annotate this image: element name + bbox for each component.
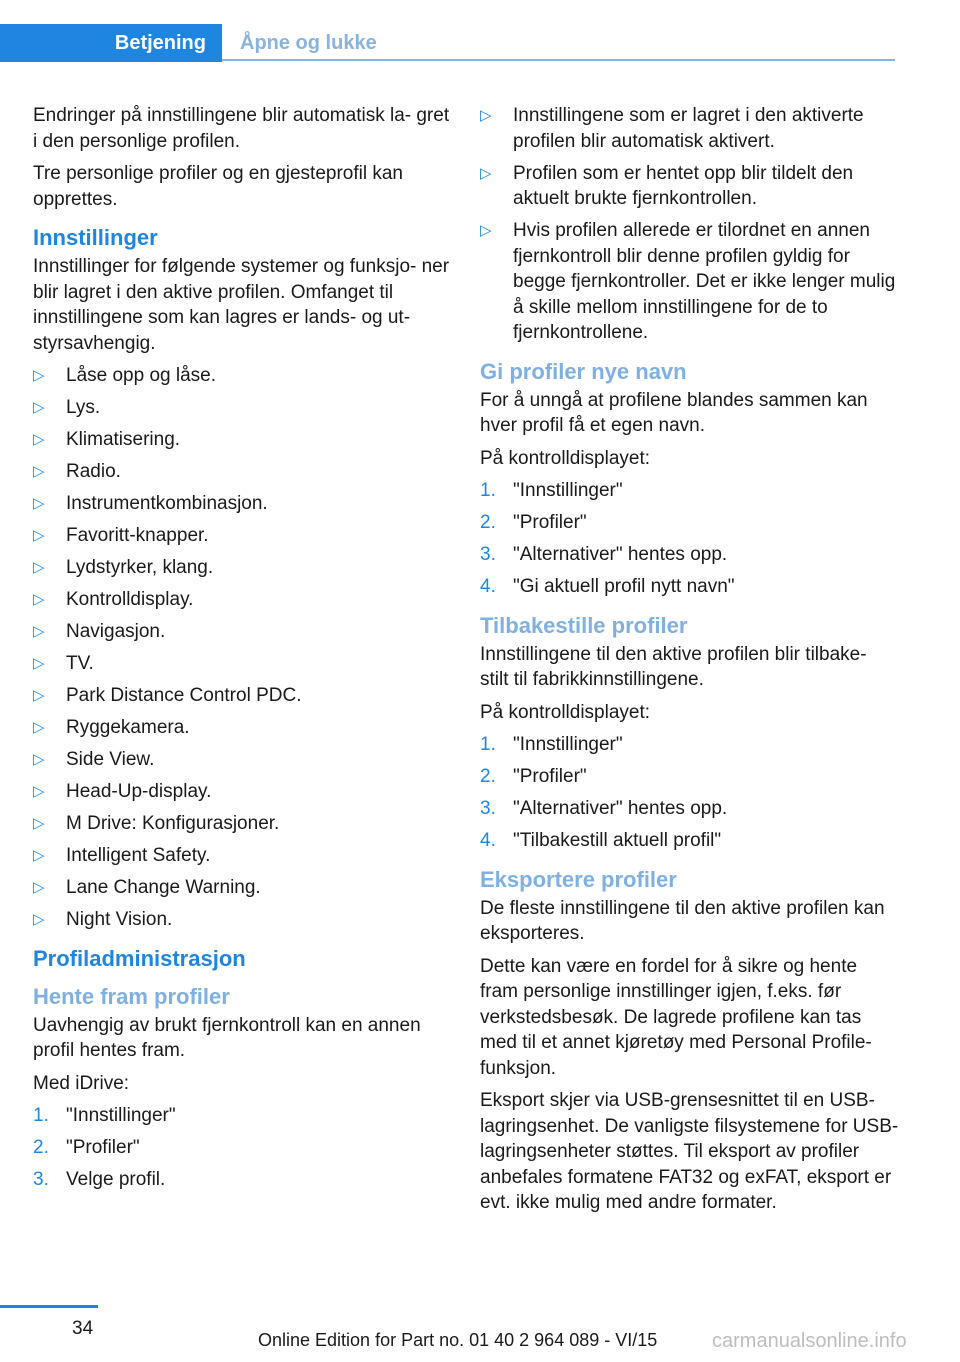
triangle-bullet-icon: ▷ — [480, 107, 492, 124]
intro-paragraph: Tre personlige profiler og en gjesteprofil kan opprettes. — [33, 163, 403, 210]
settings-paragraph: Innstillinger for følgende systemer og funksjo‐ ner blir lagret i den aktive profilen. Omfanget til innstillingene som kan lagres er lands- og ut‐ styrsavhengig. — [33, 256, 450, 354]
step-number: 3. — [480, 798, 496, 819]
triangle-bullet-icon: ▷ — [480, 164, 492, 182]
export-heading: Eksportere profiler — [480, 866, 677, 892]
list-item — [480, 542, 900, 568]
step-number: 4. — [480, 576, 496, 597]
step-number: 3. — [33, 1169, 49, 1190]
list-item — [480, 161, 900, 212]
triangle-bullet-icon: ▷ — [480, 222, 492, 239]
export-paragraph: Eksport skjer via USB-grensesnittet til en USB-lagringsenhet. De vanligste filsystemene for USB-lagringsenheter støttes. Til eksport av profiler anbefales formatene FAT32 og exFAT, eksport er evt. ikke mulig med andre formater. — [480, 1090, 899, 1213]
fetch-heading: Hente fram profiler — [33, 983, 230, 1009]
settings-heading: Innstillinger — [33, 225, 158, 250]
list-item-text: Klimatisering. — [66, 429, 181, 450]
reset-on-label: På kontrolldisplayet: — [480, 701, 651, 723]
fetch-with-label: Med iDrive: — [33, 1072, 130, 1094]
triangle-bullet-icon: ▷ — [33, 719, 45, 736]
list-item — [33, 619, 453, 645]
list-item — [33, 363, 453, 389]
triangle-bullet-icon: ▷ — [33, 847, 45, 864]
list-item-text: Radio. — [66, 461, 121, 482]
step-number: 1. — [480, 734, 496, 755]
page-header — [0, 24, 895, 62]
list-item-text: M Drive: Konfigurasjoner. — [66, 813, 280, 834]
edition-text: Online Edition for Part no. 01 40 2 964 089 - VI/15 — [258, 1330, 658, 1350]
list-item — [33, 555, 453, 581]
list-item-text: "Tilbakestill aktuell profil" — [513, 830, 722, 851]
triangle-bullet-icon: ▷ — [33, 911, 45, 928]
list-item-text: Hvis profilen allerede er tilordnet en annen fjernkontroll blir denne profilen gyldig for begge fjernkontroller. Det er ikke lenger mulig å skille mellom innstillingene for de to fjernkontrollene. — [513, 220, 896, 343]
list-item-text: "Profiler" — [66, 1137, 140, 1158]
list-item-text: Kontrolldisplay. — [66, 589, 194, 610]
list-item-text: Låse opp og låse. — [66, 365, 217, 386]
list-item-text: Head-Up-display. — [66, 781, 212, 802]
list-item-text: Velge profil. — [66, 1169, 166, 1190]
reset-steps — [480, 732, 900, 854]
list-item — [480, 510, 900, 536]
list-item — [33, 875, 453, 901]
list-item-text: Innstillingene som er lagret i den aktiverte profilen blir automatisk aktivert. — [513, 105, 864, 152]
list-item — [480, 764, 900, 790]
list-item — [33, 1135, 453, 1161]
list-item — [33, 1103, 453, 1129]
list-item-text: "Gi aktuell profil nytt navn" — [513, 576, 735, 597]
list-item-text: "Innstillinger" — [66, 1105, 176, 1126]
intro-paragraph: Endringer på innstillingene blir automatisk la‐ gret i den personlige profilen. — [33, 105, 450, 152]
list-item — [33, 779, 453, 805]
triangle-bullet-icon: ▷ — [33, 495, 45, 512]
list-item — [33, 907, 453, 933]
list-item — [33, 491, 453, 517]
list-item-text: "Alternativer" hentes opp. — [513, 544, 728, 565]
watermark: carmanualsonline.info — [712, 1330, 907, 1352]
list-item-text: "Alternativer" hentes opp. — [513, 798, 728, 819]
list-item — [480, 796, 900, 822]
settings-list — [33, 363, 453, 933]
triangle-bullet-icon: ▷ — [33, 431, 45, 448]
triangle-bullet-icon: ▷ — [33, 559, 45, 576]
list-item — [33, 395, 453, 421]
list-item — [33, 715, 453, 741]
list-item-text: Lys. — [66, 397, 101, 418]
triangle-bullet-icon: ▷ — [33, 367, 45, 384]
list-item-text: TV. — [66, 653, 94, 674]
triangle-bullet-icon: ▷ — [33, 815, 45, 832]
fetch-steps — [33, 1103, 453, 1193]
rename-heading: Gi profiler nye navn — [480, 358, 687, 384]
rename-on-label: På kontrolldisplayet: — [480, 447, 651, 469]
triangle-bullet-icon: ▷ — [33, 591, 45, 608]
list-item-text: "Innstillinger" — [513, 734, 623, 755]
page-number: 34 — [72, 1318, 94, 1339]
fetch-paragraph: Uavhengig av brukt fjernkontroll kan en annen profil hentes fram. — [33, 1014, 421, 1061]
step-number: 2. — [33, 1137, 49, 1158]
section-tab-apne-og-lukke: Åpne og lukke — [240, 32, 377, 54]
reset-paragraph: Innstillingene til den aktive profilen blir tilbake‐ stilt til fabrikkinnstillingene. — [480, 643, 867, 690]
list-item — [480, 828, 900, 854]
list-item — [33, 651, 453, 677]
step-number: 1. — [33, 1105, 49, 1126]
step-number: 2. — [480, 512, 496, 533]
footer-accent-bar — [0, 1305, 98, 1308]
list-item-text: Instrumentkombinasjon. — [66, 493, 268, 514]
list-item-text: Park Distance Control PDC. — [66, 685, 302, 706]
list-item-text: Favoritt-knapper. — [66, 525, 209, 546]
triangle-bullet-icon: ▷ — [33, 655, 45, 672]
triangle-bullet-icon: ▷ — [33, 783, 45, 800]
rename-steps — [480, 478, 900, 600]
triangle-bullet-icon: ▷ — [33, 527, 45, 544]
list-item-text: Night Vision. — [66, 909, 173, 930]
triangle-bullet-icon: ▷ — [33, 751, 45, 768]
list-item — [480, 732, 900, 758]
list-item-text: Ryggekamera. — [66, 717, 190, 738]
list-item — [33, 459, 453, 485]
section-tab-betjening — [0, 24, 222, 62]
list-item-text: Navigasjon. — [66, 621, 166, 642]
list-item-text: Side View. — [66, 749, 155, 770]
list-item-text: Intelligent Safety. — [66, 845, 211, 866]
list-item-text: "Profiler" — [513, 766, 587, 787]
list-item-text: Lane Change Warning. — [66, 877, 261, 898]
left-column — [33, 103, 453, 1205]
list-item — [33, 811, 453, 837]
step-number: 4. — [480, 830, 496, 851]
list-item — [480, 218, 900, 346]
admin-heading: Profiladministrasjon — [33, 945, 246, 971]
list-item — [480, 478, 900, 504]
list-item-text: "Innstillinger" — [513, 480, 623, 501]
header-rule — [222, 59, 895, 61]
triangle-bullet-icon: ▷ — [33, 463, 45, 480]
list-item-text: Lydstyrker, klang. — [66, 557, 214, 578]
list-item — [480, 574, 900, 600]
list-item-text: "Profiler" — [513, 512, 587, 533]
right-column — [480, 103, 900, 1223]
list-item — [33, 587, 453, 613]
list-item — [33, 523, 453, 549]
step-number: 1. — [480, 480, 496, 501]
export-paragraph: Dette kan være en fordel for å sikre og hente fram personlige innstillinger igjen, f.eks. før verkstedsbesøk. De lagrede profilene kan tas med til et annet kjøretøy med Personal Profile-funksjon. — [480, 955, 872, 1079]
reset-heading: Tilbakestille profiler — [480, 612, 688, 638]
list-item — [480, 103, 900, 154]
section-tab-label: Betjening — [114, 32, 206, 54]
triangle-bullet-icon: ▷ — [33, 879, 45, 896]
triangle-bullet-icon: ▷ — [33, 687, 45, 704]
list-item — [33, 1167, 453, 1193]
export-paragraph: De fleste innstillingene til den aktive profilen kan eksporteres. — [480, 897, 885, 944]
list-item — [33, 747, 453, 773]
list-item-text: Profilen som er hentet opp blir tildelt den aktuelt brukte fjernkontrollen. — [513, 162, 854, 209]
step-number: 2. — [480, 766, 496, 787]
triangle-bullet-icon: ▷ — [33, 623, 45, 640]
rename-paragraph: For å unngå at profilene blandes sammen kan hver profil få et egen navn. — [480, 389, 868, 436]
list-item — [33, 843, 453, 869]
step-number: 3. — [480, 544, 496, 565]
list-item — [33, 427, 453, 453]
triangle-bullet-icon: ▷ — [33, 399, 45, 416]
fetch-notes-list — [480, 103, 900, 346]
list-item — [33, 683, 453, 709]
